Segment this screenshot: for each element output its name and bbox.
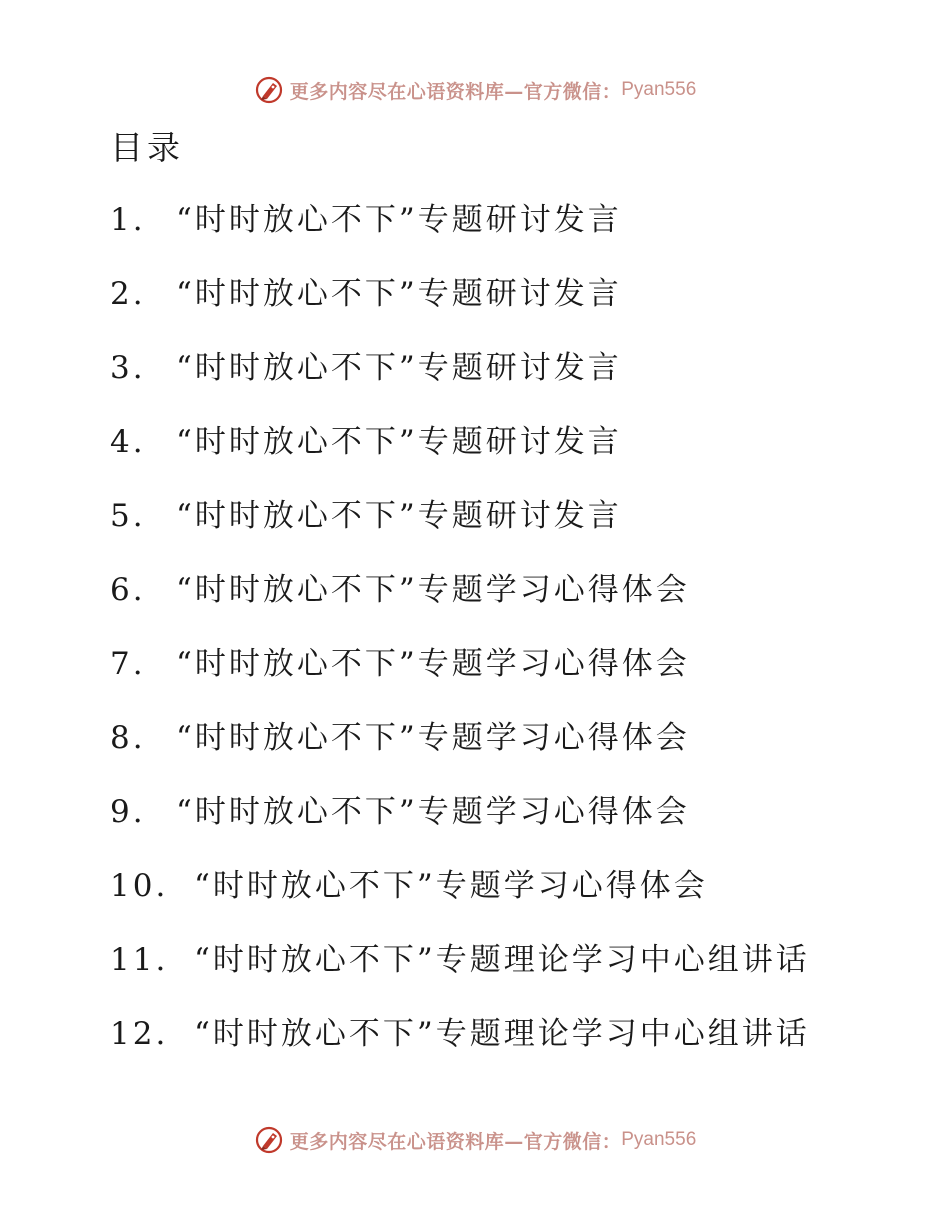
toc-list: [110, 190, 810, 1078]
toc-item[interactable]: [110, 782, 810, 856]
toc-item[interactable]: [110, 560, 810, 634]
toc-item[interactable]: [110, 264, 810, 338]
toc-item-number: 5.: [110, 498, 146, 534]
header-watermark-text: 更多内容尽在心语资料库—官方微信：: [289, 80, 622, 103]
toc-item-number: 2.: [110, 276, 146, 312]
toc-item[interactable]: [110, 930, 810, 1004]
toc-item[interactable]: [110, 412, 810, 486]
toc-item-text: “时时放心不下”专题研讨发言: [176, 276, 622, 312]
footer-watermark-id: Pyan556: [621, 1129, 697, 1150]
pen-nib-logo-icon: [254, 1125, 284, 1155]
toc-item-text: “时时放心不下”专题理论学习中心组讲话: [194, 942, 810, 978]
toc-item[interactable]: [110, 486, 810, 560]
toc-item-number: 11.: [110, 942, 169, 978]
header-watermark: [0, 70, 950, 110]
toc-item[interactable]: [110, 856, 810, 930]
toc-item-number: 1.: [110, 202, 146, 238]
toc-item-text: “时时放心不下”专题学习心得体会: [194, 868, 708, 904]
toc-item-number: 7.: [110, 646, 146, 682]
toc-item[interactable]: [110, 708, 810, 782]
toc-item[interactable]: [110, 1004, 810, 1078]
toc-item-text: “时时放心不下”专题学习心得体会: [176, 572, 690, 608]
toc-item-text: “时时放心不下”专题学习心得体会: [176, 794, 690, 830]
toc-item-number: 12.: [110, 1016, 169, 1052]
toc-item-number: 9.: [110, 794, 146, 830]
toc-item-number: 4.: [110, 424, 146, 460]
pen-nib-logo-icon: [254, 75, 284, 105]
toc-item-text: “时时放心不下”专题研讨发言: [176, 424, 622, 460]
toc-item[interactable]: [110, 190, 810, 264]
toc-item-number: 6.: [110, 572, 146, 608]
toc-title: 目录: [110, 128, 184, 167]
toc-item-text: “时时放心不下”专题研讨发言: [176, 498, 622, 534]
toc-item-text: “时时放心不下”专题学习心得体会: [176, 720, 690, 756]
toc-item[interactable]: [110, 634, 810, 708]
toc-item-number: 3.: [110, 350, 146, 386]
header-watermark-id: Pyan556: [621, 79, 697, 100]
footer-watermark-text: 更多内容尽在心语资料库—官方微信：: [289, 1130, 622, 1153]
toc-item[interactable]: [110, 338, 810, 412]
toc-item-text: “时时放心不下”专题研讨发言: [176, 350, 622, 386]
toc-item-number: 10.: [110, 868, 169, 904]
footer-watermark: [0, 1120, 950, 1160]
toc-item-text: “时时放心不下”专题研讨发言: [176, 202, 622, 238]
toc-item-text: “时时放心不下”专题理论学习中心组讲话: [194, 1016, 810, 1052]
toc-item-text: “时时放心不下”专题学习心得体会: [176, 646, 690, 682]
toc-item-number: 8.: [110, 720, 146, 756]
